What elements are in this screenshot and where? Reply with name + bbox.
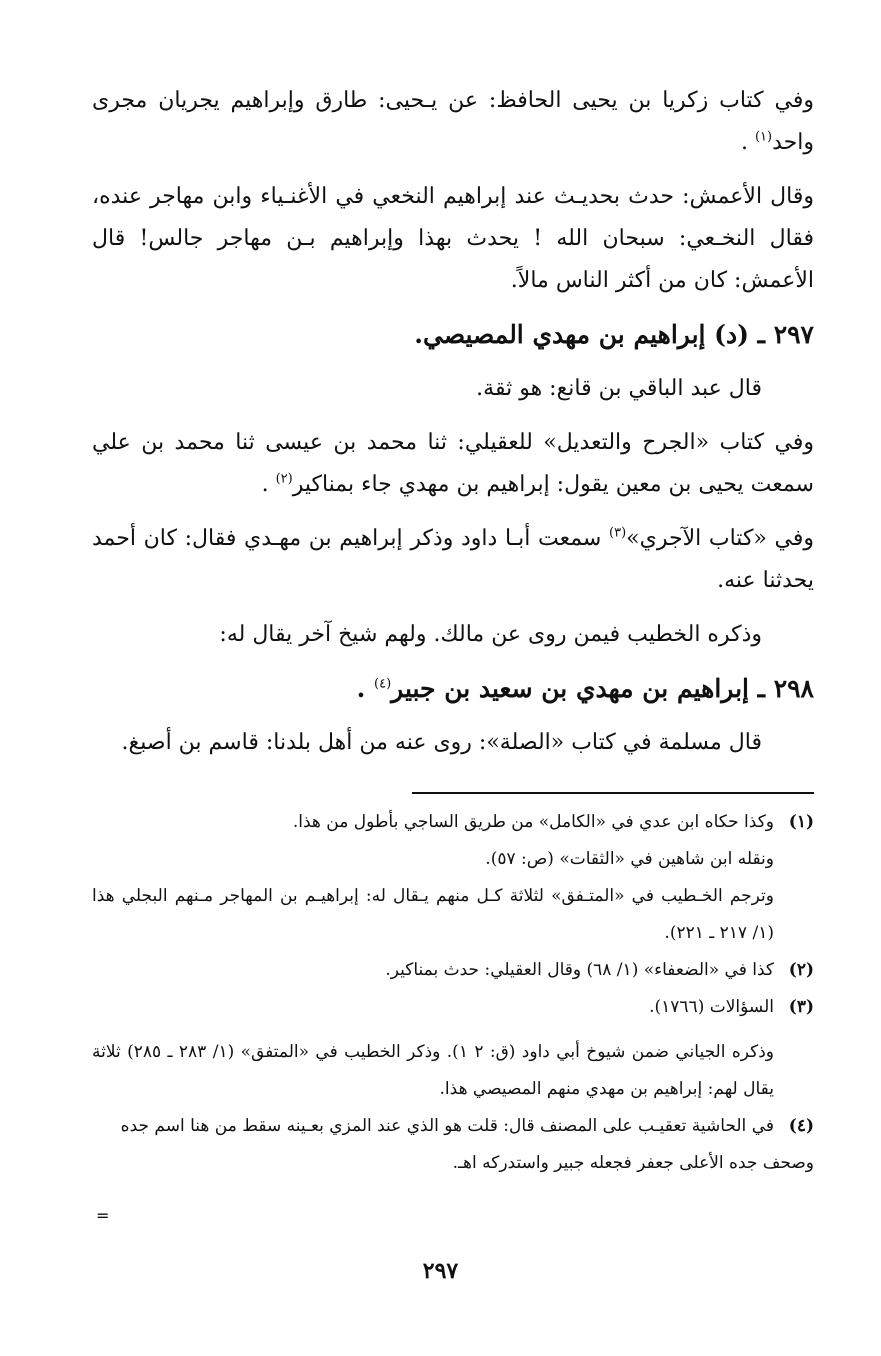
footnote-ref-1: (١) [754, 129, 773, 145]
page-number: ٢٩٧ [422, 1258, 459, 1284]
paragraph-ibn-qani: قال عبد الباقي بن قانع: هو ثقة. [476, 376, 762, 401]
paragraph-maslama: قال مسلمة في كتاب «الصلة»: روى عنه من أهل بلدنا: قاسم بن أصبغ. [121, 730, 762, 755]
entry-heading-297: ٢٩٧ ـ (د) إبراهيم بن مهدي المصيصي. [414, 320, 814, 349]
paragraph-ajurri [92, 518, 814, 602]
heading-tail: . [356, 674, 375, 703]
footnote-separator [412, 792, 814, 794]
main-text [92, 80, 814, 776]
footnote-ref-3: (٣) [609, 525, 627, 541]
footnotes [92, 804, 814, 1182]
paragraph-text: وفي «كتاب الآجري» [626, 526, 815, 551]
footnote-text: كذا في «الضعفاء» (١/ ٦٨) وقال العقيلي: حدث بمناكير. [385, 960, 774, 980]
footnote-1 [92, 804, 814, 952]
footnote-continuation-mark: = [96, 1206, 110, 1225]
footnote-3 [92, 989, 814, 1108]
entry-heading-298 [92, 668, 814, 710]
footnote-ref-4: (٤) [374, 676, 392, 692]
footnote-2 [92, 952, 814, 989]
paragraph-tail: . [261, 472, 276, 497]
footnote-line: وذكره الجياني ضمن شيوخ أبي داود (ق: ٢ ١). وذكر الخطيب في «المتفق» (١/ ٢٨٣ ـ ٢٨٥) ثلاثة يقال لهم: إبراهيم بن مهدي منهم المصيصي هذا. [92, 1042, 775, 1099]
footnote-text: وكذا حكاه ابن عدي في «الكامل» من طريق الساجي بأطول من هذا. [292, 812, 774, 832]
footnote-number: (٢) [788, 960, 814, 980]
footnote-text: في الحاشية تعقيـب على المصنف قال: قلت هو الذي عند المزي بعـينه سقط من هنا اسم جده وصحف جده الأعلى جعفر فجعله جبير واستدركه اهـ. [120, 1116, 814, 1173]
footnote-4 [92, 1108, 814, 1182]
footnote-line: وترجم الخـطيب في «المتـفق» لثلاثة كـل منهم يـقال له: إبراهيـم بن المهاجر مـنهم البجلي هذا (١/ ٢١٧ ـ ٢٢١). [92, 886, 774, 943]
footnote-number: (١) [788, 812, 814, 832]
footnote-number: (٤) [788, 1116, 814, 1136]
footnote-text: السؤالات (١٧٦٦). [649, 997, 774, 1017]
footnote-ref-2: (٢) [275, 471, 293, 487]
paragraph-tail: سمعت أبـا داود وذكر إبراهيم بن مهـدي فقال: كان أحمد يحدثنا عنه. [92, 526, 814, 593]
paragraph-text: وفي كتاب «الجرح والتعديل» للعقيلي: ثنا محمد بن عيسى ثنا محمد بن علي سمعت يحيى بن معين يقول: إبراهيم بن مهدي جاء بمناكير [92, 430, 814, 497]
paragraph-uqayli [92, 422, 814, 506]
paragraph-zakariya [92, 80, 814, 164]
footnote-number: (٣) [788, 997, 814, 1017]
heading-text: ٢٩٨ ـ إبراهيم بن مهدي بن سعيد بن جبير [391, 674, 814, 703]
footnote-line: ونقله ابن شاهين في «الثقات» (ص: ٥٧). [485, 849, 774, 869]
paragraph-tail: . [740, 130, 755, 155]
paragraph-amash: وقال الأعمش: حدث بحديـث عند إبراهيم النخعي في الأغنـياء وابن مهاجر عنده، فقال النخـعي: سبحان الله ! يحدث بهذا وإبراهيم بـن مهاجر جالس! قال الأعمش: كان من أكثر الناس مالاً. [92, 184, 814, 293]
paragraph-khatib: وذكره الخطيب فيمن روى عن مالك. ولهم شيخ آخر يقال له: [219, 622, 762, 647]
paragraph-text: وفي كتاب زكريا بن يحيى الحافظ: عن يـحيى: طارق وإبراهيم يجريان مجرى واحد [92, 88, 814, 155]
